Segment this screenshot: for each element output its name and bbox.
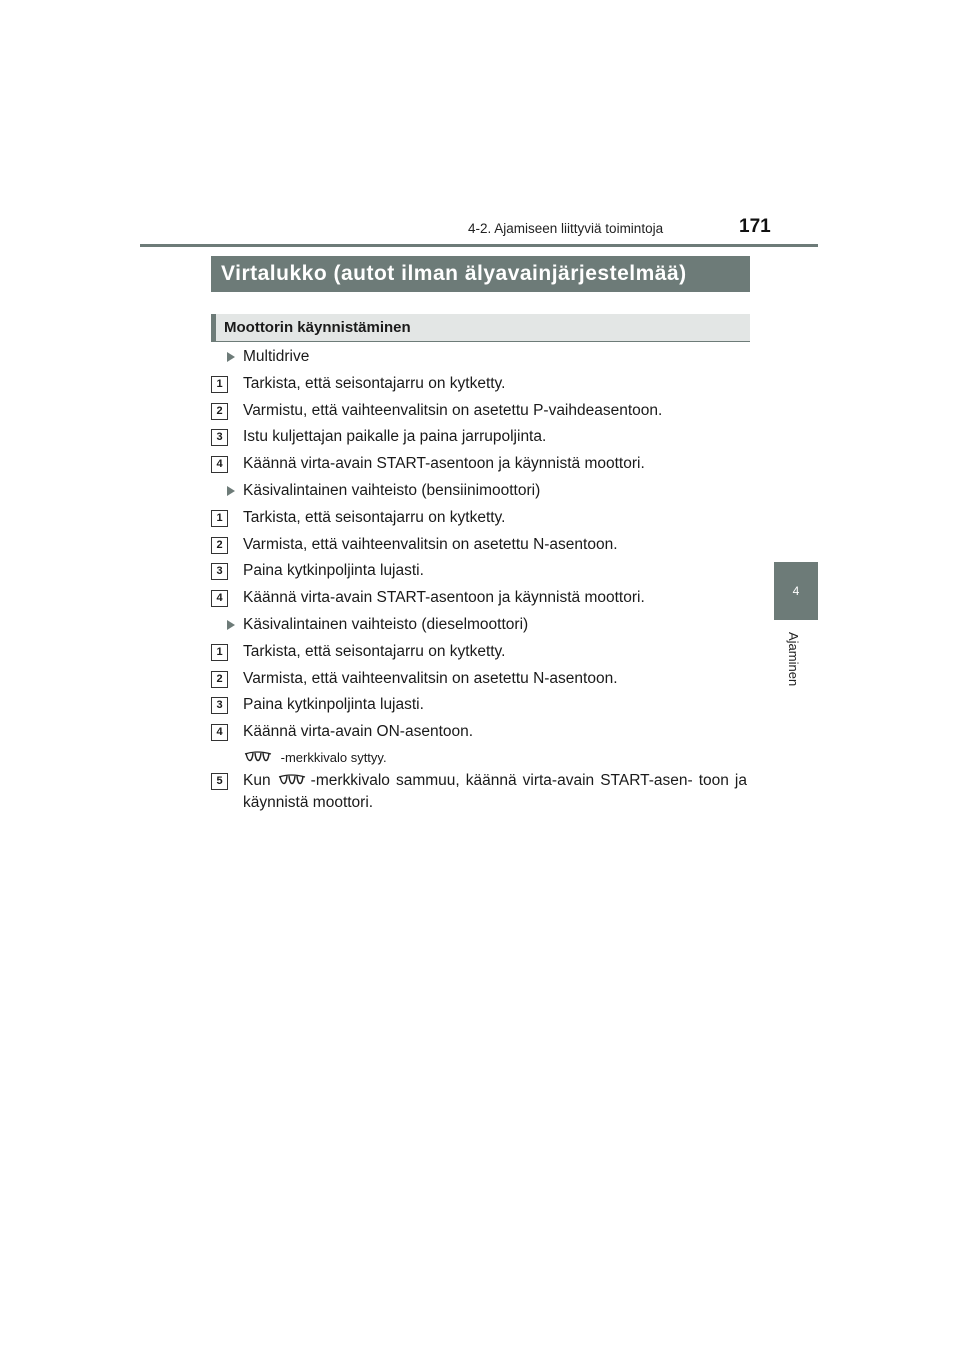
glow-plug-indicator-icon [277, 773, 311, 787]
subtitle [211, 314, 750, 342]
step-prefix: Kun [243, 772, 271, 789]
step-text: Käännä virta-avain START-asentoon ja käynnistä moottori. [243, 589, 645, 606]
step-number: 2 [211, 403, 228, 420]
step-text: Istu kuljettajan paikalle ja paina jarrupoljinta. [243, 428, 547, 445]
header-rule [140, 244, 818, 247]
step-number: 4 [211, 724, 228, 741]
step-number: 2 [211, 671, 228, 688]
step-number: 4 [211, 590, 228, 607]
step-number: 2 [211, 537, 228, 554]
step-number: 3 [211, 429, 228, 446]
variant-heading [211, 346, 767, 368]
variant-label: Käsivalintainen vaihteisto (dieselmoottori) [243, 616, 529, 633]
step-note [211, 747, 783, 769]
step-number: 4 [211, 456, 228, 473]
step-number: 3 [211, 697, 228, 714]
step-text: Varmistu, että vaihteenvalitsin on asetettu P-vaihdeasentoon. [243, 402, 663, 419]
triangle-bullet-icon [227, 620, 235, 630]
main-title [211, 256, 750, 292]
step-continuation: -merkkivalo sammuu, käännä virta-avain START-asen- toon ja käynnistä moottori. [243, 772, 747, 811]
chapter-tab [774, 562, 818, 620]
step-text: Paina kytkinpoljinta lujasti. [243, 562, 424, 579]
step-text: Käännä virta-avain ON-asentoon. [243, 723, 474, 740]
step-number: 5 [211, 773, 228, 790]
step-text [243, 770, 747, 814]
chapter-number: 4 [792, 584, 800, 598]
chapter-label: Ajaminen [786, 632, 801, 687]
page-number: 171 [739, 216, 771, 237]
subtitle-text: Moottorin käynnistäminen [224, 319, 411, 336]
triangle-bullet-icon [227, 486, 235, 496]
step-text: Varmista, että vaihteenvalitsin on asetettu N-asentoon. [243, 536, 618, 553]
step-item [211, 770, 751, 816]
triangle-bullet-icon [227, 352, 235, 362]
step-text: Tarkista, että seisontajarru on kytketty. [243, 509, 506, 526]
note-text: -merkkivalo syttyy. [280, 750, 387, 765]
step-text: Paina kytkinpoljinta lujasti. [243, 696, 424, 713]
header-section-title: 4-2. Ajamiseen liittyviä toimintoja [468, 221, 664, 236]
main-title-text: Virtalukko (autot ilman älyavainjärjestelmää) [221, 262, 687, 285]
step-text: Tarkista, että seisontajarru on kytketty. [243, 375, 506, 392]
variant-heading [211, 614, 767, 636]
step-number: 3 [211, 563, 228, 580]
step-text: Tarkista, että seisontajarru on kytketty. [243, 643, 506, 660]
variant-label: Multidrive [243, 348, 310, 365]
step-number: 1 [211, 376, 228, 393]
step-text: Varmista, että vaihteenvalitsin on asetettu N-asentoon. [243, 670, 618, 687]
step-text: Käännä virta-avain START-asentoon ja käynnistä moottori. [243, 455, 645, 472]
variant-label: Käsivalintainen vaihteisto (bensiinimoottori) [243, 482, 541, 499]
step-number: 1 [211, 644, 228, 661]
step-number: 1 [211, 510, 228, 527]
glow-plug-indicator-icon [243, 750, 277, 764]
variant-heading [211, 480, 767, 502]
